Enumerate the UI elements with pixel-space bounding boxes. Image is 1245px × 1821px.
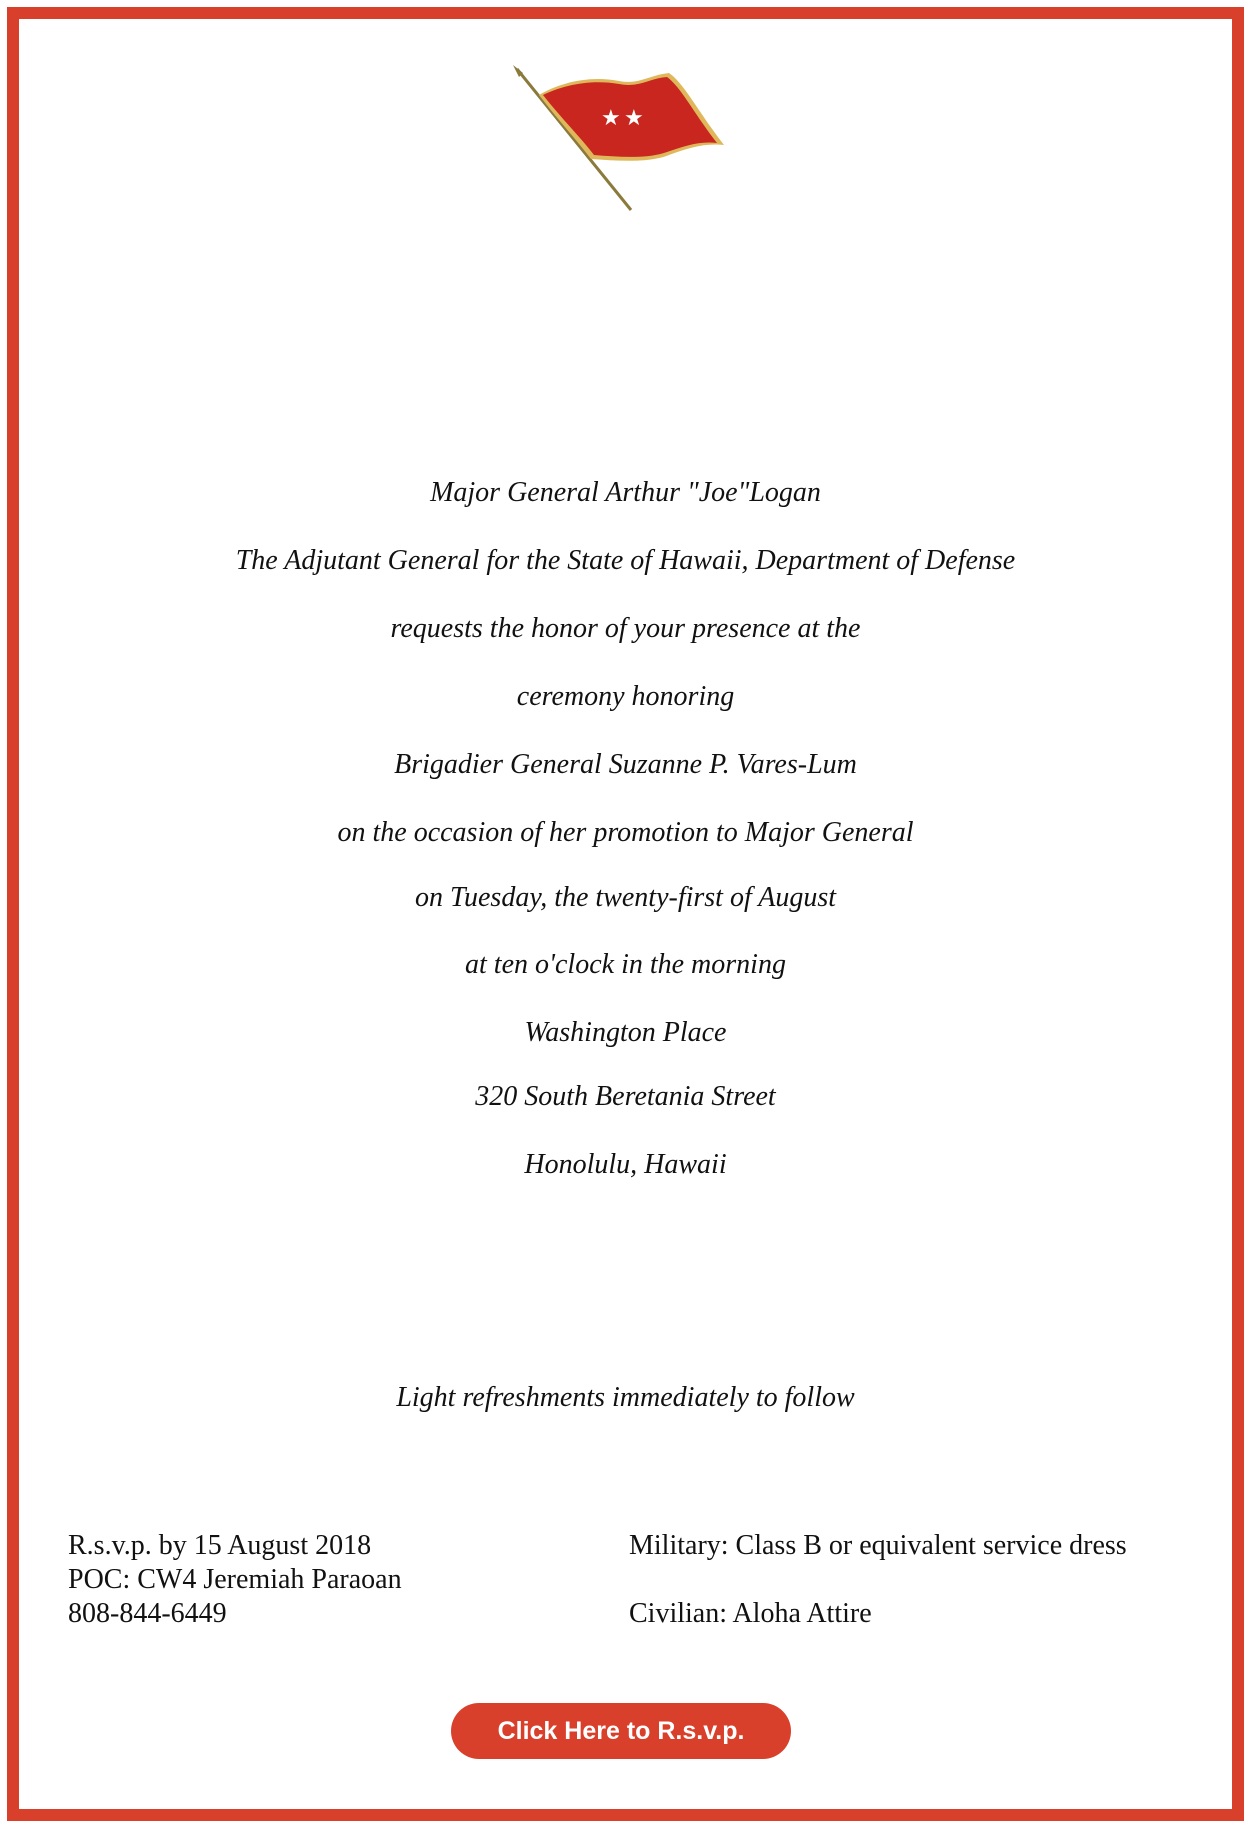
ceremony-line: ceremony honoring: [516, 681, 735, 712]
venue-city: Honolulu, Hawaii: [524, 1149, 727, 1180]
time-line: at ten o'clock in the morning: [465, 949, 786, 980]
venue-street: 320 South Beretania Street: [475, 1081, 776, 1112]
date-line: on Tuesday, the twenty-first of August: [414, 882, 837, 913]
two-star-flag-icon: [499, 63, 769, 243]
military-dress: Military: Class B or equivalent service dress: [629, 1530, 1127, 1561]
venue-name: Washington Place: [524, 1017, 727, 1048]
request-line: requests the honor of your presence at the: [390, 613, 861, 644]
host-title: The Adjutant General for the State of Hawaii, Department of Defense: [235, 545, 1016, 576]
poc-phone: 808-844-6449: [68, 1598, 227, 1629]
rsvp-details: [68, 1529, 402, 1631]
honoree-name: Brigadier General Suzanne P. Vares-Lum: [394, 749, 857, 780]
rsvp-deadline: R.s.v.p. by 15 August 2018: [68, 1530, 372, 1561]
rsvp-button[interactable]: Click Here to R.s.v.p.: [451, 1703, 791, 1759]
dress-code: [629, 1529, 1127, 1631]
refreshments-note: Light refreshments immediately to follow: [396, 1382, 855, 1413]
occasion-line: on the occasion of her promotion to Major General: [337, 817, 914, 848]
svg-text:★: ★: [624, 106, 644, 131]
invitation-card: [7, 7, 1244, 1821]
svg-text:★: ★: [601, 106, 621, 131]
civilian-dress: Civilian: Aloha Attire: [629, 1598, 872, 1629]
poc-name: POC: CW4 Jeremiah Paraoan: [68, 1564, 402, 1595]
host-name: Major General Arthur "Joe"Logan: [430, 477, 821, 508]
